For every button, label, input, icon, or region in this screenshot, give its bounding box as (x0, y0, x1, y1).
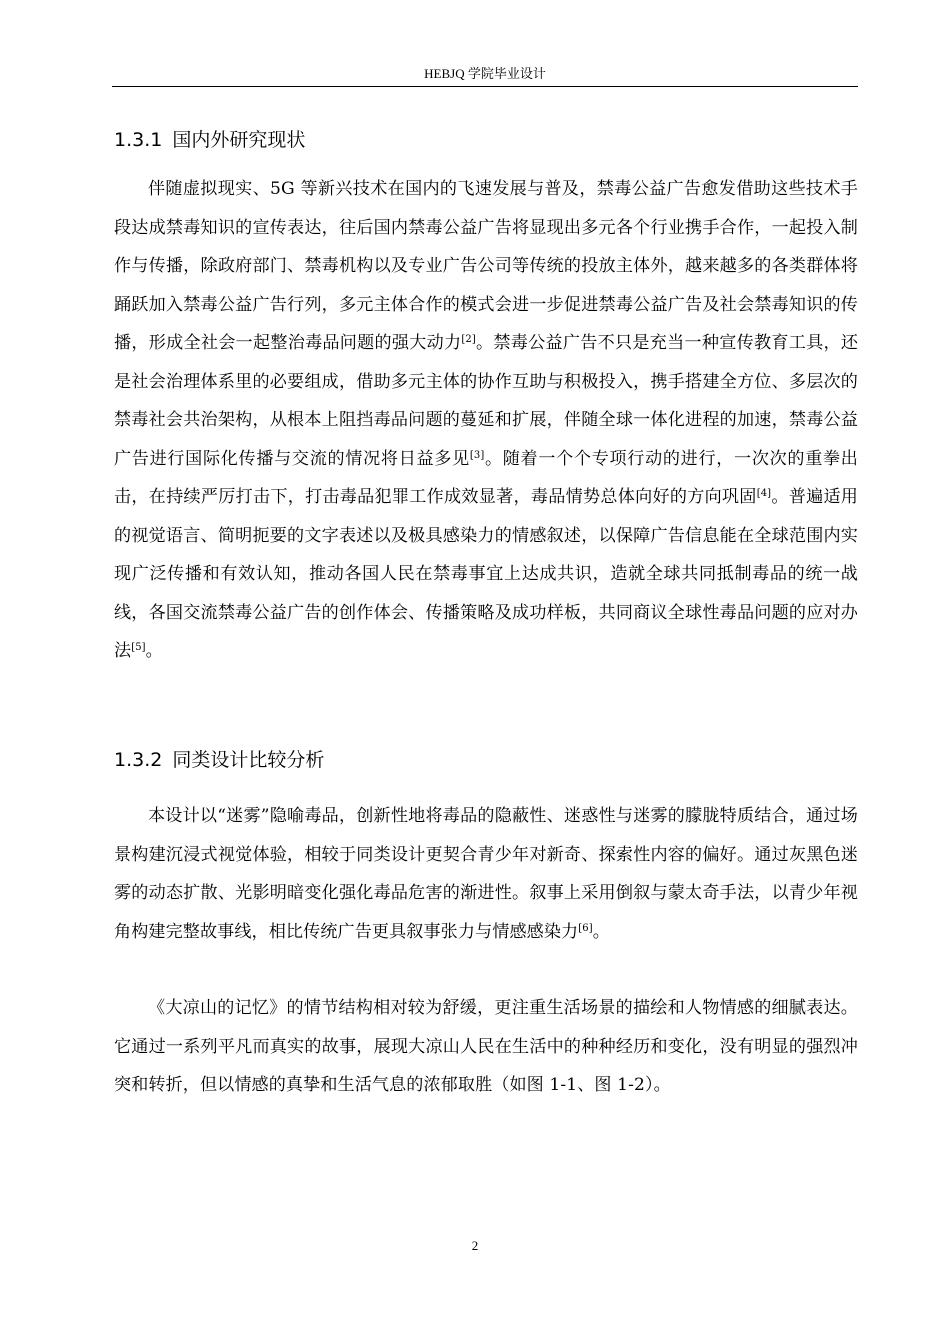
section-title: 同类设计比较分析 (172, 749, 325, 771)
paragraph (114, 989, 858, 1105)
paragraph-text: 伴随虚拟现实、5G 等新兴技术在国内的飞速发展与普及，禁毒公益广告愈发借助这些技术手段达成禁毒知识的宣传表达，往后国内禁毒公益广告将显现出多元各个行业携手合作，一起投入制作与传播，除政府部门、禁毒机构以及专业广告公司等传统的投放主体外，越来越多的各类群体将踊跃加入禁毒公益广告行列，多元主体合作的模式会进一步促进禁毒公益广告及社会禁毒知识的传播，形成全社会一起整治毒品问题的强大动力 (114, 179, 858, 353)
paragraph-text: 。随着一个个专项行动的进行，一次次的重拳出击，在持续严厉打击下，打击毒品犯罪工作成效显著，毒品情势总体向好的方向巩固 (114, 448, 858, 507)
header-title: HEBJQ 学院毕业设计 (424, 66, 546, 81)
section-heading-1-3-1 (114, 128, 305, 152)
citation-ref: [3] (469, 449, 485, 461)
section-heading-1-3-2 (114, 748, 324, 772)
citation-ref: [6] (578, 922, 593, 934)
paragraph-text: 。普遍适用的视觉语言、简明扼要的文字表述以及极具感染力的情感叙述，以保障广告信息能在全球范围内实现广泛传播和有效认知，推动各国人民在禁毒事宜上达成共识，造就全球共同抵制毒品的统一战线，各国交流禁毒公益广告的创作体会、传播策略及成功样板，共同商议全球性毒品问题的应对办法 (114, 487, 859, 661)
citation-ref: [4] (756, 488, 772, 499)
paragraph (114, 797, 858, 951)
section-number: 1.3.2 (114, 749, 163, 771)
paragraph-text: 。 (592, 921, 610, 942)
page-number (0, 1238, 950, 1254)
citation-ref: [2] (461, 334, 476, 345)
page-number-text: 2 (471, 1238, 479, 1253)
paragraph (114, 170, 858, 671)
citation-ref: [5] (131, 642, 146, 653)
paragraph-text: 。 (145, 641, 163, 661)
section-number: 1.3.1 (114, 129, 163, 151)
running-header (112, 64, 858, 87)
paragraph-text: 。禁毒公益广告不只是充当一种宣传教育工具，还是社会治理体系里的必要组成，借助多元主体的协作互助与积极投入，携手搭建全方位、多层次的禁毒社会共治架构，从根本上阻挡毒品问题的蔓延和扩展，伴随全球一体化进程的加速，禁毒公益广告进行国际化传播与交流的情况将日益多见 (114, 333, 859, 469)
section-title: 国内外研究现状 (172, 129, 306, 151)
paragraph-text: 《大凉山的记忆》的情节结构相对较为舒缓，更注重生活场景的描绘和人物情感的细腻表达。它通过一系列平凡而真实的故事，展现大凉山人民在生活中的种种经历和变化，没有明显的强烈冲突和转折，但以情感的真挚和生活气息的浓郁取胜（如图 1-1、图 1-2）。 (114, 998, 858, 1095)
paragraph-text: 本设计以“迷雾”隐喻毒品，创新性地将毒品的隐蔽性、迷惑性与迷雾的朦胧特质结合，通过场景构建沉浸式视觉体验，相较于同类设计更契合青少年对新奇、探索性内容的偏好。通过灰黑色迷雾的动态扩散、光影明暗变化强化毒品危害的渐进性。叙事上采用倒叙与蒙太奇手法，以青少年视角构建完整故事线，相比传统广告更具叙事张力与情感感染力 (114, 806, 858, 942)
